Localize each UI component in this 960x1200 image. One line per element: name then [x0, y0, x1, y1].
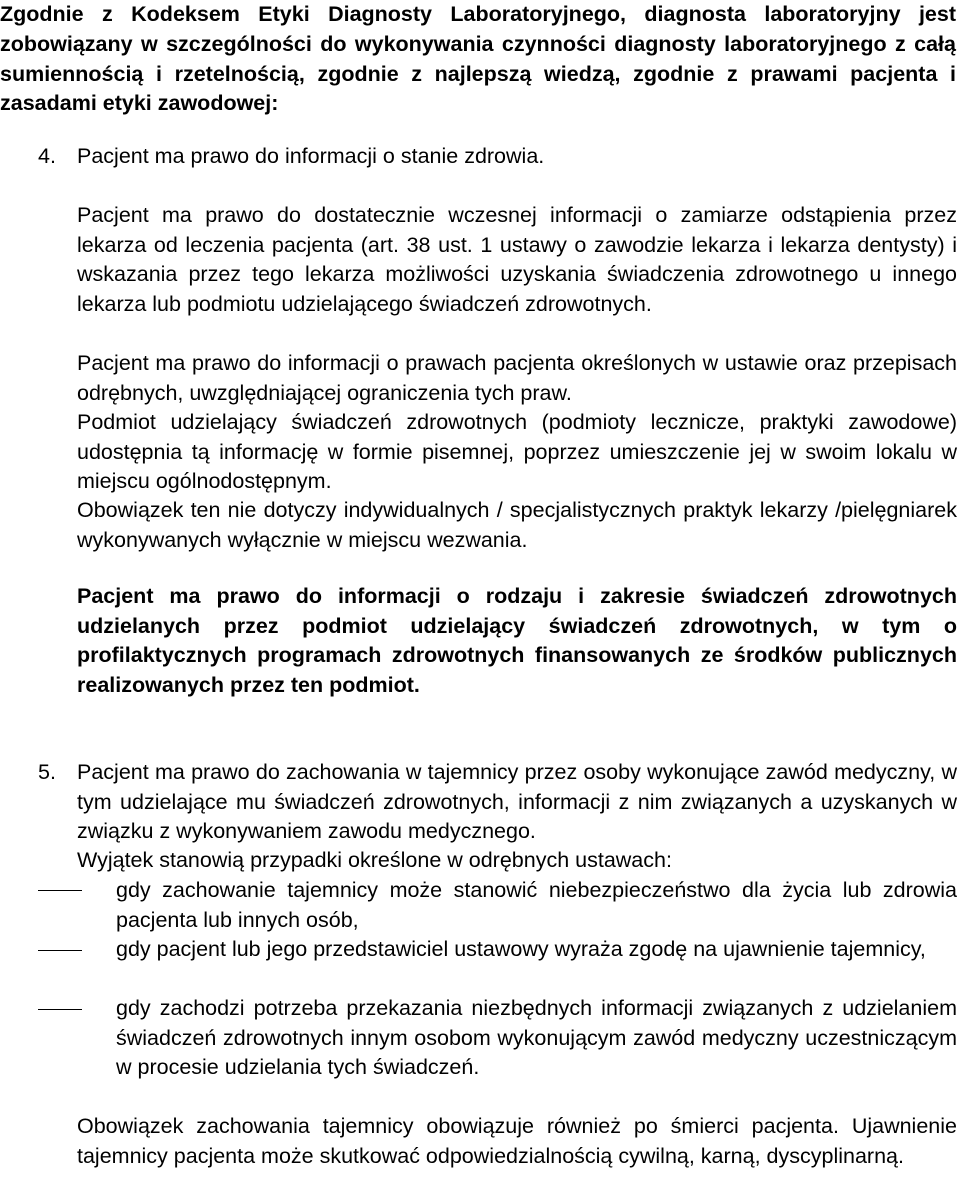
dash-bullet-icon: [38, 890, 82, 891]
dash-bullet-icon: [38, 950, 82, 951]
dash-bullet-icon: [38, 1009, 82, 1010]
item-5-exceptions-intro: Wyjątek stanowią przypadki określone w odrębnych ustawach:: [77, 848, 672, 872]
exception-item-3: gdy zachodzi potrzeba przekazania niezbędnych informacji związanych z udzielaniem świadczeń zdrowotnych innym osobom wykonującym zawód medyczny uczestniczącym w procesie udzielania tych świadczeń.: [116, 996, 957, 1080]
item-4-paragraph-1: Pacjent ma prawo do dostatecznie wczesnej informacji o zamiarze odstąpienia przez lekarza od leczenia pacjenta (art. 38 ust. 1 ustawy o zawodzie lekarza i lekarza dentysty) i wskazania przez tego lekarza możliwości uzyskania świadczenia zdrowotnego u innego lekarza lub podmiotu udzielającego świadczeń zdrowotnych.: [77, 203, 957, 316]
item-4-paragraph-4: Obowiązek ten nie dotyczy indywidualnych / specjalistycznych praktyk lekarzy /pielęgniarek wykonywanych wyłącznie w miejscu wezwania.: [77, 498, 957, 552]
item-5-closing-paragraph: Obowiązek zachowania tajemnicy obowiązuje również po śmierci pacjenta. Ujawnienie tajemnicy pacjenta może skutkować odpowiedzialnością cywilną, karną, dyscyplinarną.: [77, 1114, 957, 1168]
item-4-number: 4.: [38, 144, 56, 168]
item-5-number: 5.: [38, 760, 56, 784]
item-4-paragraph-3: Podmiot udzielający świadczeń zdrowotnych (podmioty lecznicze, praktyki zawodowe) udostępnia tą informację w formie pisemnej, poprzez umieszczenie jej w swoim lokalu w miejscu ogólnodostępnym.: [77, 410, 957, 494]
exception-item-2: gdy pacjent lub jego przedstawiciel ustawowy wyraża zgodę na ujawnienie tajemnicy,: [116, 937, 926, 961]
item-4-title: Pacjent ma prawo do informacji o stanie zdrowia.: [77, 144, 545, 168]
intro-paragraph: Zgodnie z Kodeksem Etyki Diagnosty Laboratoryjnego, diagnosta laboratoryjny jest zobowiązany w szczególności do wykonywania czynności diagnosty laboratoryjnego z całą sumiennością i rzetelnością, zgodnie z najlepszą wiedzą, zgodnie z prawami pacjenta i zasadami etyki zawodowej:: [0, 2, 956, 116]
item-5-paragraph: Pacjent ma prawo do zachowania w tajemnicy przez osoby wykonujące zawód medyczny, w tym udzielające mu świadczeń zdrowotnych, informacji z nim związanych a uzyskanych w związku z wykonywaniem zawodu medycznego.: [77, 760, 957, 844]
exception-item-1: gdy zachowanie tajemnicy może stanowić niebezpieczeństwo dla życia lub zdrowia pacjenta lub innych osób,: [116, 878, 957, 932]
item-4-paragraph-2: Pacjent ma prawo do informacji o prawach pacjenta określonych w ustawie oraz przepisach odrębnych, uwzględniającej ograniczenia tych praw.: [77, 351, 957, 405]
item-4-bold-paragraph: Pacjent ma prawo do informacji o rodzaju i zakresie świadczeń zdrowotnych udzielanych przez podmiot udzielający świadczeń zdrowotnych, w tym o profilaktycznych programach zdrowotnych finansowanych ze środków publicznych realizowanych przez ten podmiot.: [77, 584, 957, 697]
